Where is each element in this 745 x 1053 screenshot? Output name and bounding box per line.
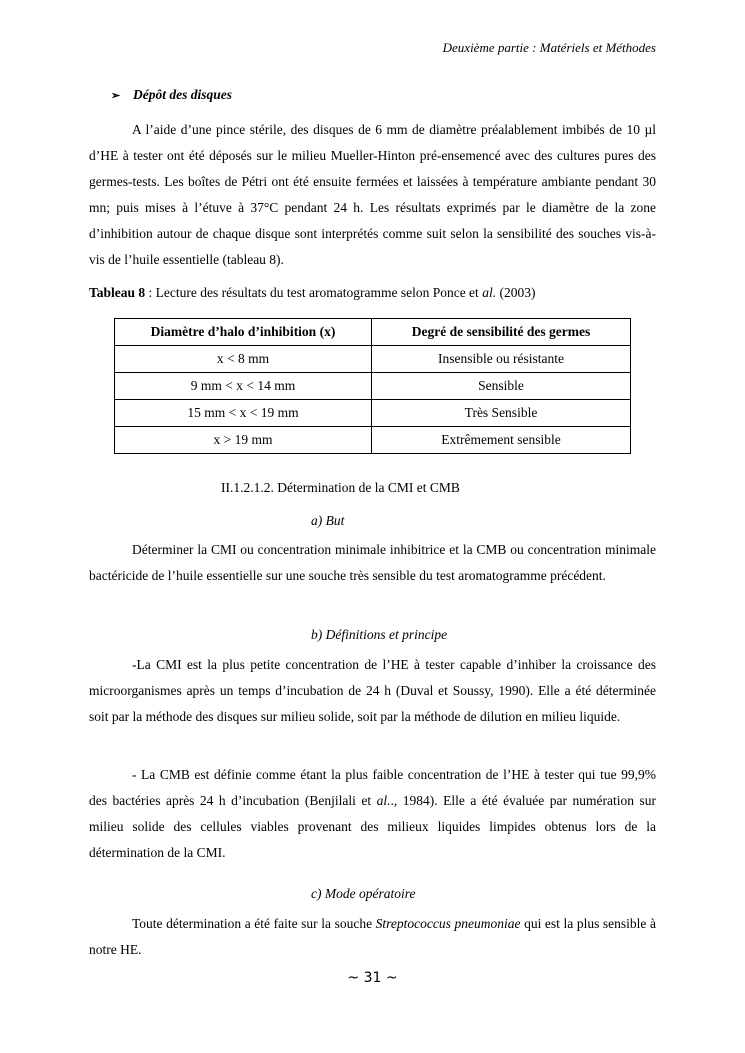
arrow-bullet-icon: ➢ [111,90,121,102]
table-row [115,427,631,454]
table-cell: 9 mm ˂ x ˂ 14 mm [115,373,372,400]
but-paragraph: Déterminer la CMI ou concentration minimale inhibitrice et la CMB ou concentration minimale bactéricide de l’huile essentielle sur une souche très sensible du test aromatogramme précédent. [89,542,656,583]
depot-paragraph: A l’aide d’une pince stérile, des disques de 6 mm de diamètre préalablement imbibés de 10 µl d’HE à tester ont été déposés sur le milieu Mueller-Hinton pré-ensemencé avec des cultures pures des germes-tests. Les boîtes de Pétri ont été ensuite fermées et laissées à température ambiante pendant 30 mn; puis mises à l’étuve à 37°C pendant 24 h. Les résultats exprimés par le diamètre de la zone d’inhibition autour de chaque disque sont interprétés comme suit selon la sensibilité des souches vis-à-vis de l’huile essentielle (tableau 8). [89,122,656,267]
table-row [115,400,631,427]
table-caption-year: (2003) [496,285,536,300]
table-header-row [115,319,631,346]
section-heading-depot [111,87,232,103]
mode-paragraph [89,911,656,963]
cmi-section-heading: II.1.2.1.2. Détermination de la CMI et CMB [221,480,460,495]
subheading-but: a) But [311,513,345,528]
results-table [114,318,631,454]
table-caption-italic: al. [482,285,497,300]
running-header: Deuxième partie : Matériels et Méthodes [442,40,656,55]
table-cell: x ˂ 8 mm [115,346,372,373]
table-cell: 15 mm ˂ x ˂ 19 mm [115,400,372,427]
depot-paragraph-block [89,117,656,273]
table-caption-label: Tableau 8 [89,285,146,300]
table-cell: Sensible [372,373,631,400]
table-row [115,346,631,373]
cmi-definition-paragraph: -La CMI est la plus petite concentration de l’HE à tester capable d’inhiber la croissance des microorganismes après un temps d’incubation de 24 h (Duval et Soussy, 1990). Elle a été déterminée soit par la méthode des disques sur milieu solide, soit par la méthode de dilution en milieu liquide. [89,657,656,724]
definitions-paragraph-block-2 [89,762,656,866]
table-header-cell: Diamètre d’halo d’inhibition (x) [115,319,372,346]
mode-text-end: qui est la plus sensible à notre HE. [89,916,656,957]
cmb-text-start: - La CMB est définie comme étant la plus faible concentration de l’HE à tester qui tue 99,9% des bactéries après 24 h d’incubation (Benjilali et [89,767,656,808]
subheading-mode-operatoire: c) Mode opératoire [311,886,416,901]
section-title: Dépôt des disques [133,87,232,102]
subheading-definitions: b) Définitions et principe [311,627,448,642]
table-cell: Très Sensible [372,400,631,427]
table-row [115,373,631,400]
table-caption [89,285,535,301]
table-header-cell: Degré de sensibilité des germes [372,319,631,346]
page-number: ~ 31 ~ [347,970,398,986]
mode-text-start: Toute détermination a été faite sur la souche [132,916,376,931]
cmb-text-end: ., 1984). Elle a été évaluée par numération sur milieu solide des cellules viables provenant des milieux liquides limpides obtenus lors de la détermination de la CMI. [89,793,656,860]
mode-paragraph-block [89,911,656,963]
table-cell: x ˃ 19 mm [115,427,372,454]
mode-text-italic: Streptococcus pneumoniae [375,916,521,931]
table-cell: Insensible ou résistante [372,346,631,373]
table-caption-text: : Lecture des résultats du test aromatogramme selon Ponce et [145,285,483,300]
cmb-definition-paragraph [89,762,656,866]
but-paragraph-block [89,537,656,589]
cmb-text-italic: al. [376,793,391,808]
table-cell: Extrêmement sensible [372,427,631,454]
definitions-paragraph-block-1 [89,652,656,730]
